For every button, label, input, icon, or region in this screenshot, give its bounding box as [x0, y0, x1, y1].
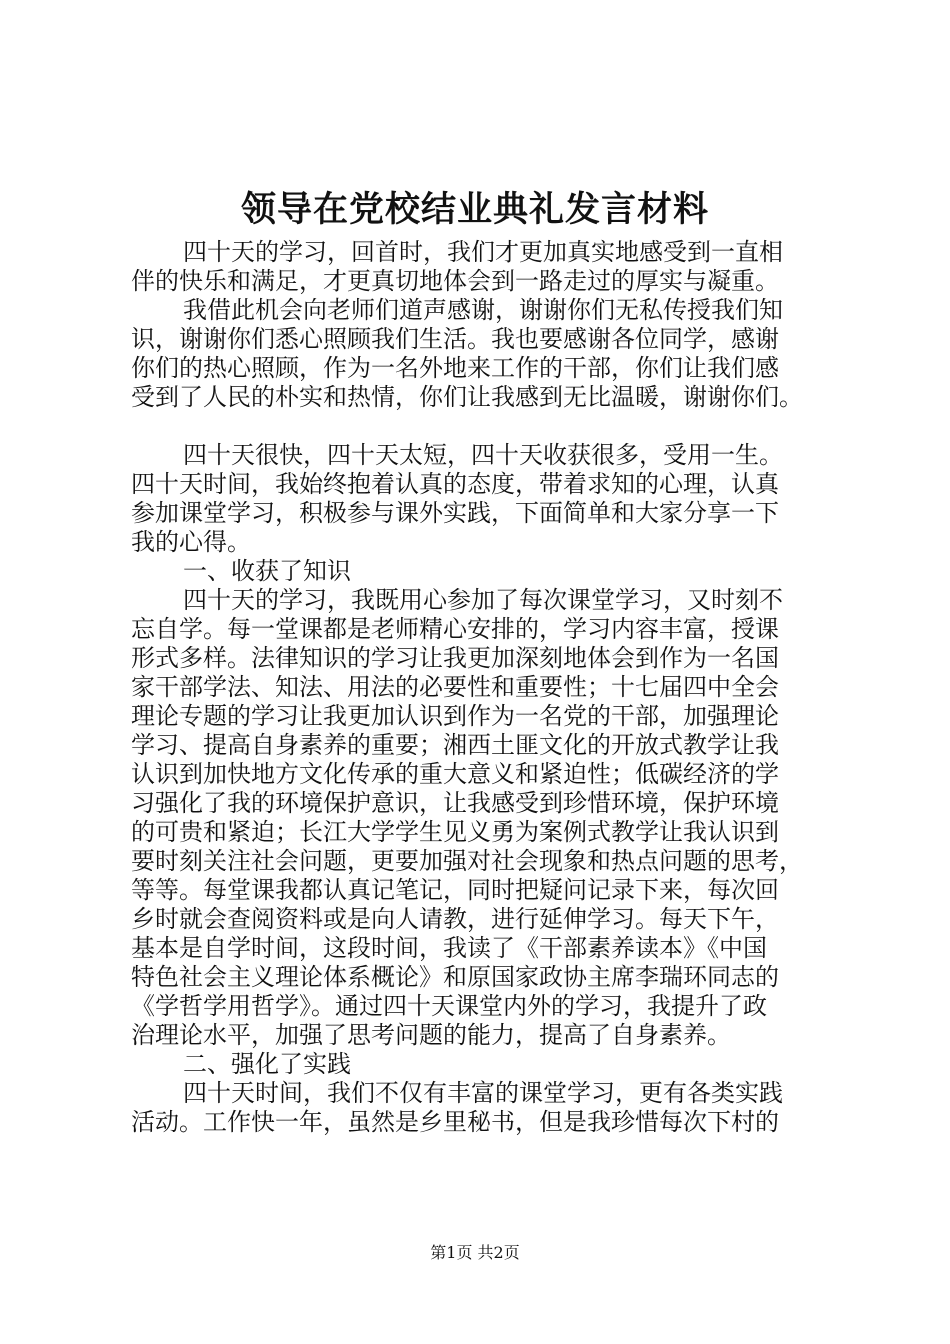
- paragraph-line: 受到了人民的朴实和热情，你们让我感到无比温暖，谢谢你们。: [131, 383, 803, 411]
- paragraph-line: 等等。每堂课我都认真记笔记，同时把疑问记录下来，每次回: [131, 876, 779, 904]
- paragraph-line: 乡时就会查阅资料或是向人请教，进行延伸学习。每天下午，: [131, 905, 779, 933]
- paragraph-line: 理论专题的学习让我更加认识到作为一名党的干部，加强理论: [131, 702, 779, 730]
- paragraph-line: 伴的快乐和满足，才更真切地体会到一路走过的厚实与凝重。: [131, 267, 779, 295]
- paragraph-line: 家干部学法、知法、用法的必要性和重要性；十七届四中全会: [131, 673, 779, 701]
- paragraph-line: 我借此机会向老师们道声感谢，谢谢你们无私传授我们知: [183, 296, 783, 324]
- paragraph-line: 习强化了我的环境保护意识，让我感受到珍惜环境，保护环境: [131, 789, 779, 817]
- paragraph-line: 治理论水平，加强了思考问题的能力，提高了自身素养。: [131, 1021, 731, 1049]
- paragraph-line: 《学哲学用哲学》。通过四十天课堂内外的学习，我提升了政: [131, 992, 767, 1020]
- page-footer: 第1页 共2页: [430, 1243, 520, 1262]
- document-body: [131, 238, 831, 1137]
- paragraph-line: 的可贵和紧迫；长江大学学生见义勇为案例式教学让我认识到: [131, 818, 779, 846]
- paragraph-gap: [131, 412, 831, 441]
- section-heading: 一、收获了知识: [183, 557, 351, 585]
- paragraph-line: 认识到加快地方文化传承的重大意义和紧迫性；低碳经济的学: [131, 760, 779, 788]
- paragraph-line: 四十天的学习，我既用心参加了每次课堂学习，又时刻不: [183, 586, 783, 614]
- paragraph-line: 四十天时间，我始终抱着认真的态度，带着求知的心理，认真: [131, 470, 779, 498]
- paragraph-line: 四十天很快，四十天太短，四十天收获很多，受用一生。: [183, 441, 783, 469]
- paragraph-line: 你们的热心照顾，作为一名外地来工作的干部，你们让我们感: [131, 354, 779, 382]
- paragraph-line: 学习、提高自身素养的重要；湘西土匪文化的开放式教学让我: [131, 731, 779, 759]
- paragraph-line: 活动。工作快一年，虽然是乡里秘书，但是我珍惜每次下村的: [131, 1108, 779, 1136]
- section-heading: 二、强化了实践: [183, 1050, 351, 1078]
- paragraph-line: 要时刻关注社会问题，更要加强对社会现象和热点问题的思考，: [131, 847, 803, 875]
- paragraph-line: 四十天时间，我们不仅有丰富的课堂学习，更有各类实践: [183, 1079, 783, 1107]
- paragraph-line: 形式多样。法律知识的学习让我更加深刻地体会到作为一名国: [131, 644, 779, 672]
- paragraph-line: 参加课堂学习，积极参与课外实践，下面简单和大家分享一下: [131, 499, 779, 527]
- document-title: 领导在党校结业典礼发言材料: [240, 189, 709, 230]
- paragraph-line: 识，谢谢你们悉心照顾我们生活。我也要感谢各位同学，感谢: [131, 325, 779, 353]
- paragraph-line: 基本是自学时间，这段时间，我读了《干部素养读本》《中国: [131, 934, 767, 962]
- paragraph-line: 我的心得。: [131, 528, 251, 556]
- paragraph-line: 忘自学。每一堂课都是老师精心安排的，学习内容丰富，授课: [131, 615, 779, 643]
- paragraph-line: 特色社会主义理论体系概论》和原国家政协主席李瑞环同志的: [131, 963, 779, 991]
- paragraph-line: 四十天的学习，回首时，我们才更加真实地感受到一直相: [183, 238, 783, 266]
